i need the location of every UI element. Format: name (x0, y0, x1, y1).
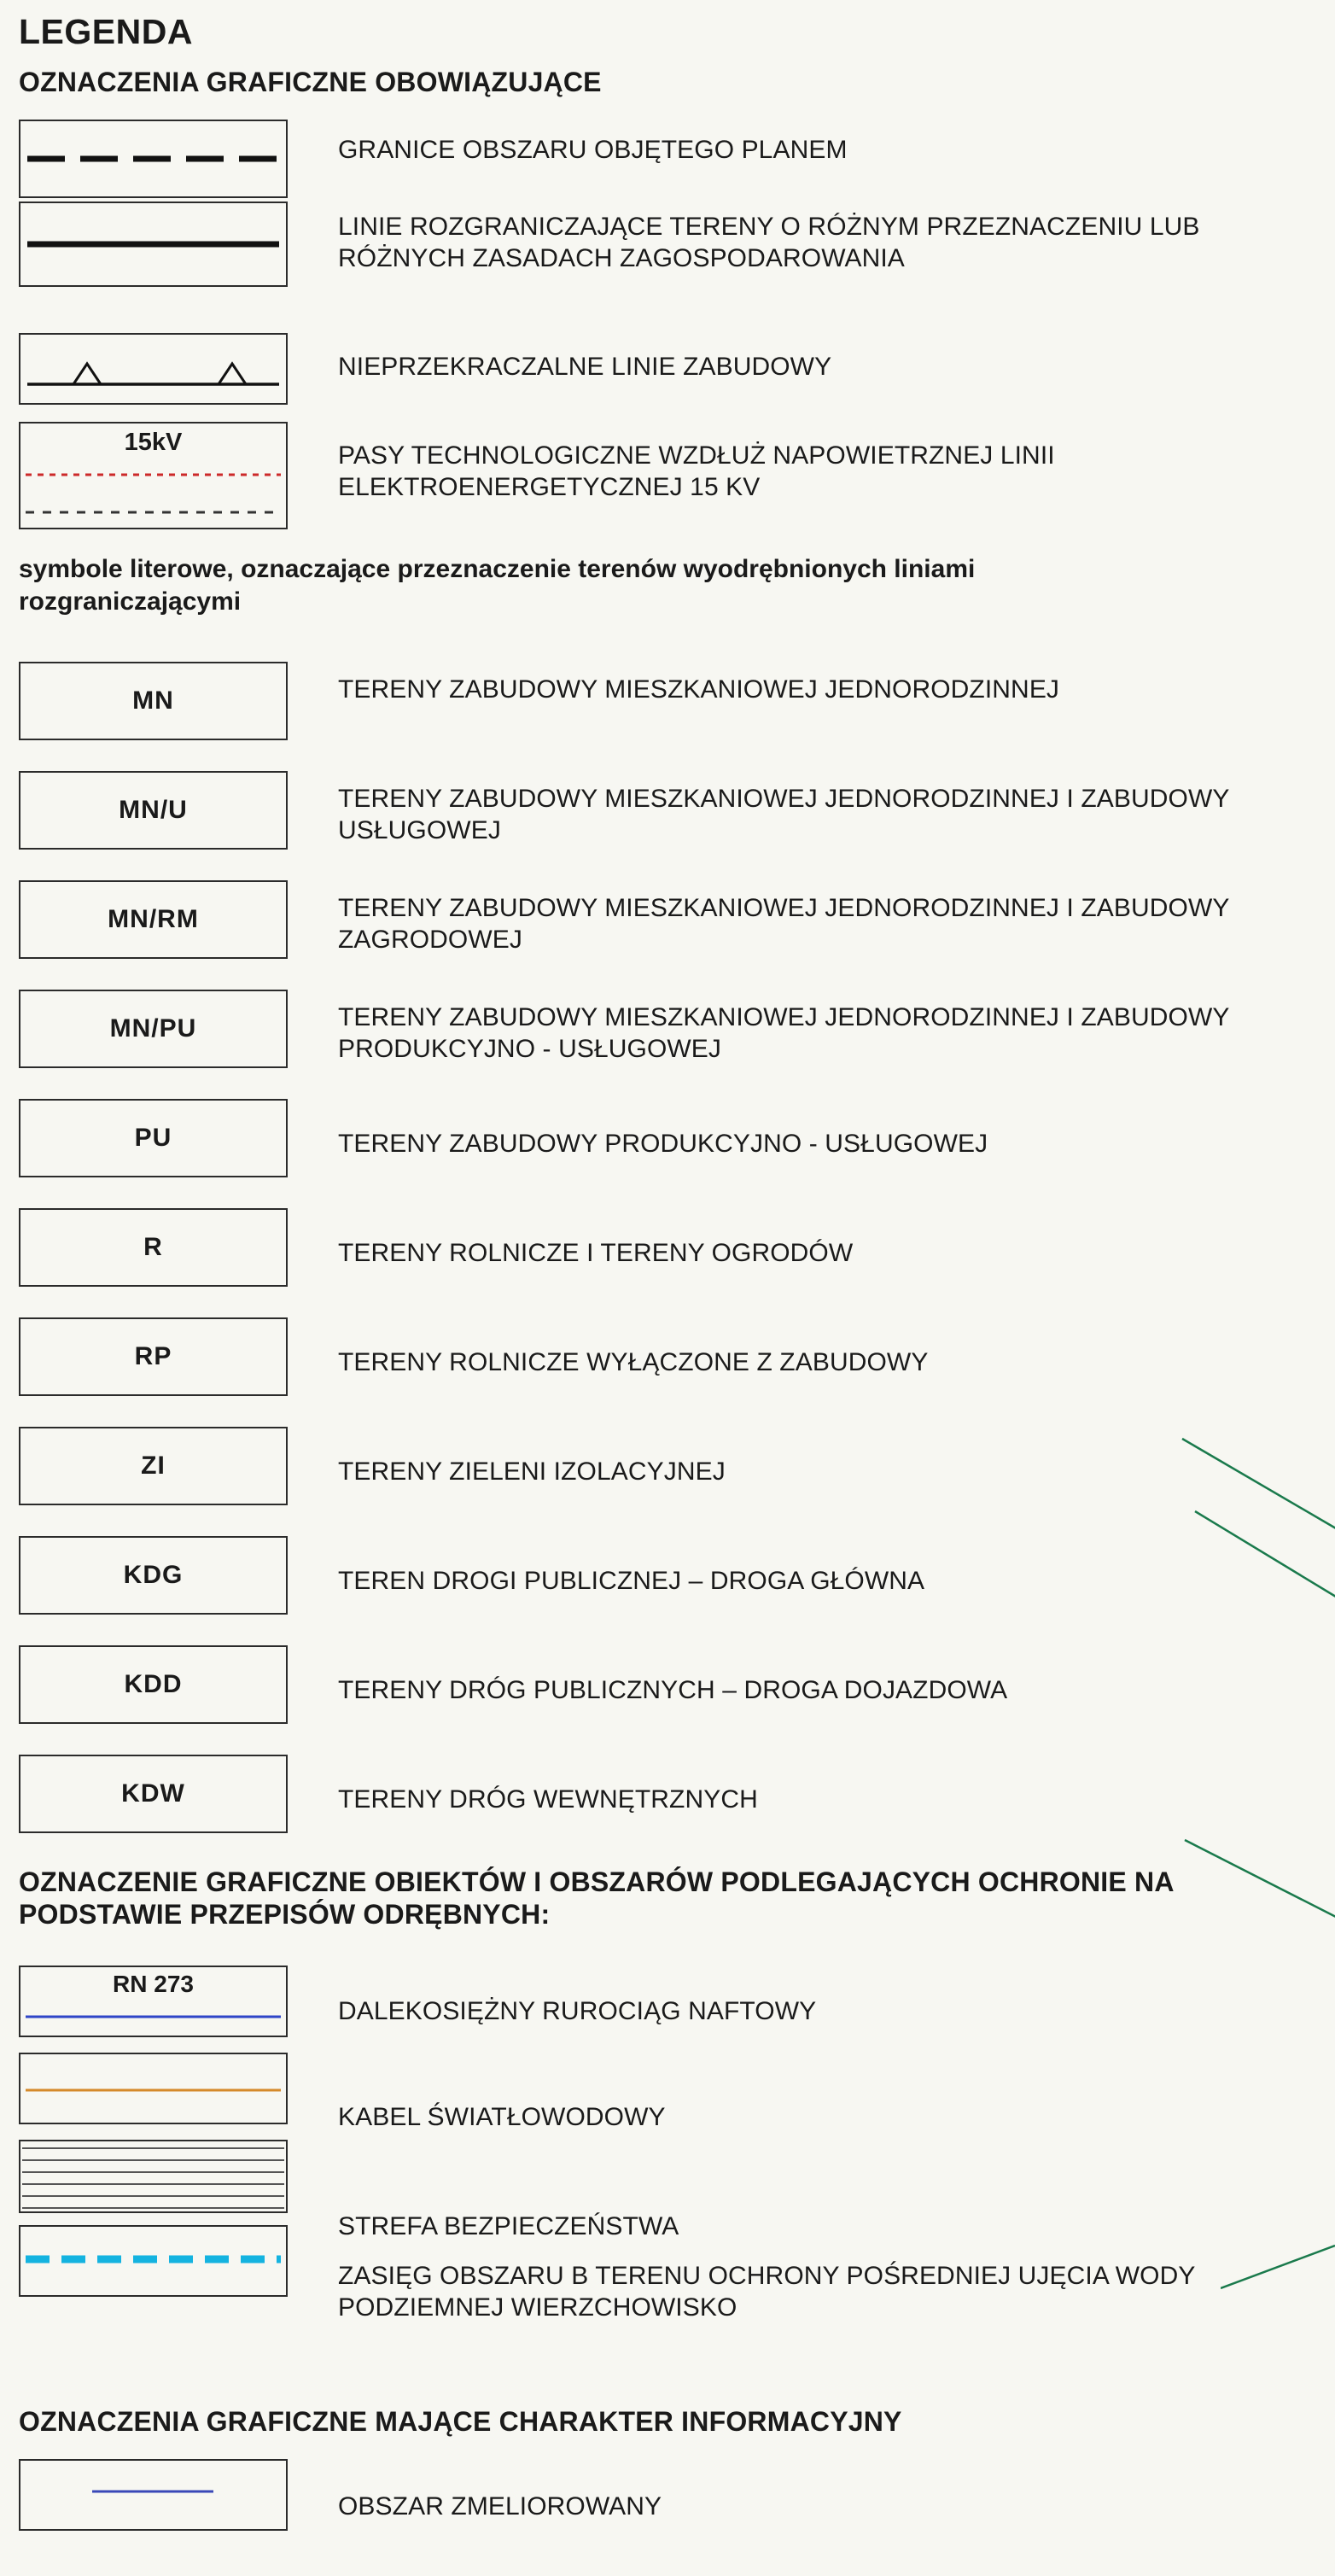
symbol-code: KDW (121, 1779, 185, 1808)
symbol-box-mn (19, 662, 288, 740)
symbol-code: RP (134, 1342, 172, 1370)
map-contour-decoration-2 (1178, 1836, 1335, 1972)
swatch-drained-area (19, 2459, 288, 2531)
power-line-label: 15kV (124, 429, 183, 456)
desc-kdw: TERENY DRÓG WEWNĘTRZNYCH (338, 1785, 758, 1814)
symbol-code: R (143, 1233, 163, 1261)
map-contour-decoration-3 (1221, 2237, 1335, 2305)
swatch-oil-pipeline (19, 1966, 288, 2037)
desc-zi: TERENY ZIELENI IZOLACYJNEJ (338, 1457, 726, 1486)
symbol-code: KDG (123, 1561, 184, 1589)
desc-mn-u: TERENY ZABUDOWY MIESZKANIOWEJ JEDNORODZINNEJ I ZABUDOWY USŁUGOWEJ (338, 785, 1229, 844)
fiber-optic-icon (20, 2054, 286, 2123)
symbol-box-pu (19, 1099, 288, 1177)
safety-zone-icon (20, 2141, 286, 2211)
section-heading-informative: OZNACZENIA GRAFICZNE MAJĄCE CHARAKTER INFORMACYJNY (19, 2406, 902, 2437)
symbol-box-kdd (19, 1645, 288, 1724)
dashed-boundary-icon (20, 121, 286, 196)
swatch-fiber-optic (19, 2053, 288, 2124)
section-heading-mandatory: OZNACZENIA GRAFICZNE OBOWIĄZUJĄCE (19, 67, 602, 97)
symbol-code: ZI (141, 1452, 166, 1480)
pipeline-label: RN 273 (113, 1971, 194, 1997)
desc-mn-pu: TERENY ZABUDOWY MIESZKANIOWEJ JEDNORODZINNEJ I ZABUDOWY PRODUKCYJNO - USŁUGOWEJ (338, 1003, 1229, 1063)
desc-mn-rm: TERENY ZABUDOWY MIESZKANIOWEJ JEDNORODZINNEJ I ZABUDOWY ZAGRODOWEJ (338, 894, 1229, 954)
symbol-code: MN/PU (109, 1014, 197, 1043)
desc-safety-zone: STREFA BEZPIECZEŃSTWA (338, 2212, 679, 2240)
symbol-box-kdg (19, 1536, 288, 1615)
section-heading-letter-symbols: symbole literowe, oznaczające przeznaczenie terenów wyodrębnionych liniami rozgraniczającymi (19, 555, 976, 616)
symbol-box-zi (19, 1427, 288, 1505)
map-contour-decoration-1 (1178, 1434, 1335, 1631)
oil-pipeline-icon (20, 1967, 286, 2036)
symbol-box-r (19, 1208, 288, 1287)
symbol-box-mn-pu (19, 990, 288, 1068)
symbol-code: KDD (124, 1670, 183, 1698)
desc-rp: TERENY ROLNICZE WYŁĄCZONE Z ZABUDOWY (338, 1348, 929, 1376)
swatch-safety-zone (19, 2140, 288, 2213)
desc-oil-pipeline: DALEKOSIĘŻNY RUROCIĄG NAFTOWY (338, 1997, 817, 2025)
desc-kdg: TEREN DROGI PUBLICZNEJ – DROGA GŁÓWNA (338, 1567, 925, 1595)
desc-r: TERENY ROLNICZE I TERENY OGRODÓW (338, 1239, 854, 1267)
desc-kdd: TERENY DRÓG PUBLICZNYCH – DROGA DOJAZDOWA (338, 1676, 1008, 1704)
swatch-power-corridor (19, 422, 288, 529)
drained-area-icon (20, 2461, 286, 2529)
symbol-box-mn-rm (19, 880, 288, 959)
desc-pu: TERENY ZABUDOWY PRODUKCYJNO - USŁUGOWEJ (338, 1130, 988, 1158)
symbol-box-mn-u (19, 771, 288, 850)
desc-division-line: LINIE ROZGRANICZAJĄCE TERENY O RÓŻNYM PRZEZNACZENIU LUB RÓŻNYCH ZASADACH ZAGOSPODAROWANIA (338, 213, 1200, 272)
swatch-division-line (19, 202, 288, 287)
symbol-code: MN/U (119, 796, 188, 824)
swatch-dashed-boundary-line (19, 120, 288, 198)
power-corridor-icon (20, 423, 286, 528)
desc-boundary: GRANICE OBSZARU OBJĘTEGO PLANEM (338, 136, 848, 164)
symbol-code: MN (132, 686, 174, 715)
desc-building-line: NIEPRZEKRACZALNE LINIE ZABUDOWY (338, 353, 832, 381)
page-title: LEGENDA (19, 12, 193, 51)
desc-mn: TERENY ZABUDOWY MIESZKANIOWEJ JEDNORODZINNEJ (338, 675, 1060, 704)
symbol-box-rp (19, 1317, 288, 1396)
symbol-code: PU (134, 1124, 172, 1152)
solid-division-line-icon (20, 203, 286, 285)
symbol-box-kdw (19, 1755, 288, 1833)
swatch-building-line (19, 333, 288, 405)
swatch-water-protection-zone (19, 2225, 288, 2297)
desc-power-corridor: PASY TECHNOLOGICZNE WZDŁUŻ NAPOWIETRZNEJ LINII ELEKTROENERGETYCZNEJ 15 KV (338, 441, 1055, 501)
non-transgressible-line-icon (20, 335, 286, 403)
water-protection-zone-icon (20, 2227, 286, 2295)
desc-water-protection-zone: ZASIĘG OBSZARU B TERENU OCHRONY POŚREDNIEJ UJĘCIA WODY PODZIEMNEJ WIERZCHOWISKO (338, 2262, 1195, 2322)
section-heading-protected: OZNACZENIE GRAFICZNE OBIEKTÓW I OBSZARÓW PODLEGAJĄCYCH OCHRONIE NA PODSTAWIE PRZEPISÓW ODRĘBNYCH: (19, 1866, 1174, 1931)
desc-fiber-optic: KABEL ŚWIATŁOWODOWY (338, 2103, 666, 2131)
desc-drained-area: OBSZAR ZMELIOROWANY (338, 2492, 662, 2521)
symbol-code: MN/RM (108, 905, 199, 933)
